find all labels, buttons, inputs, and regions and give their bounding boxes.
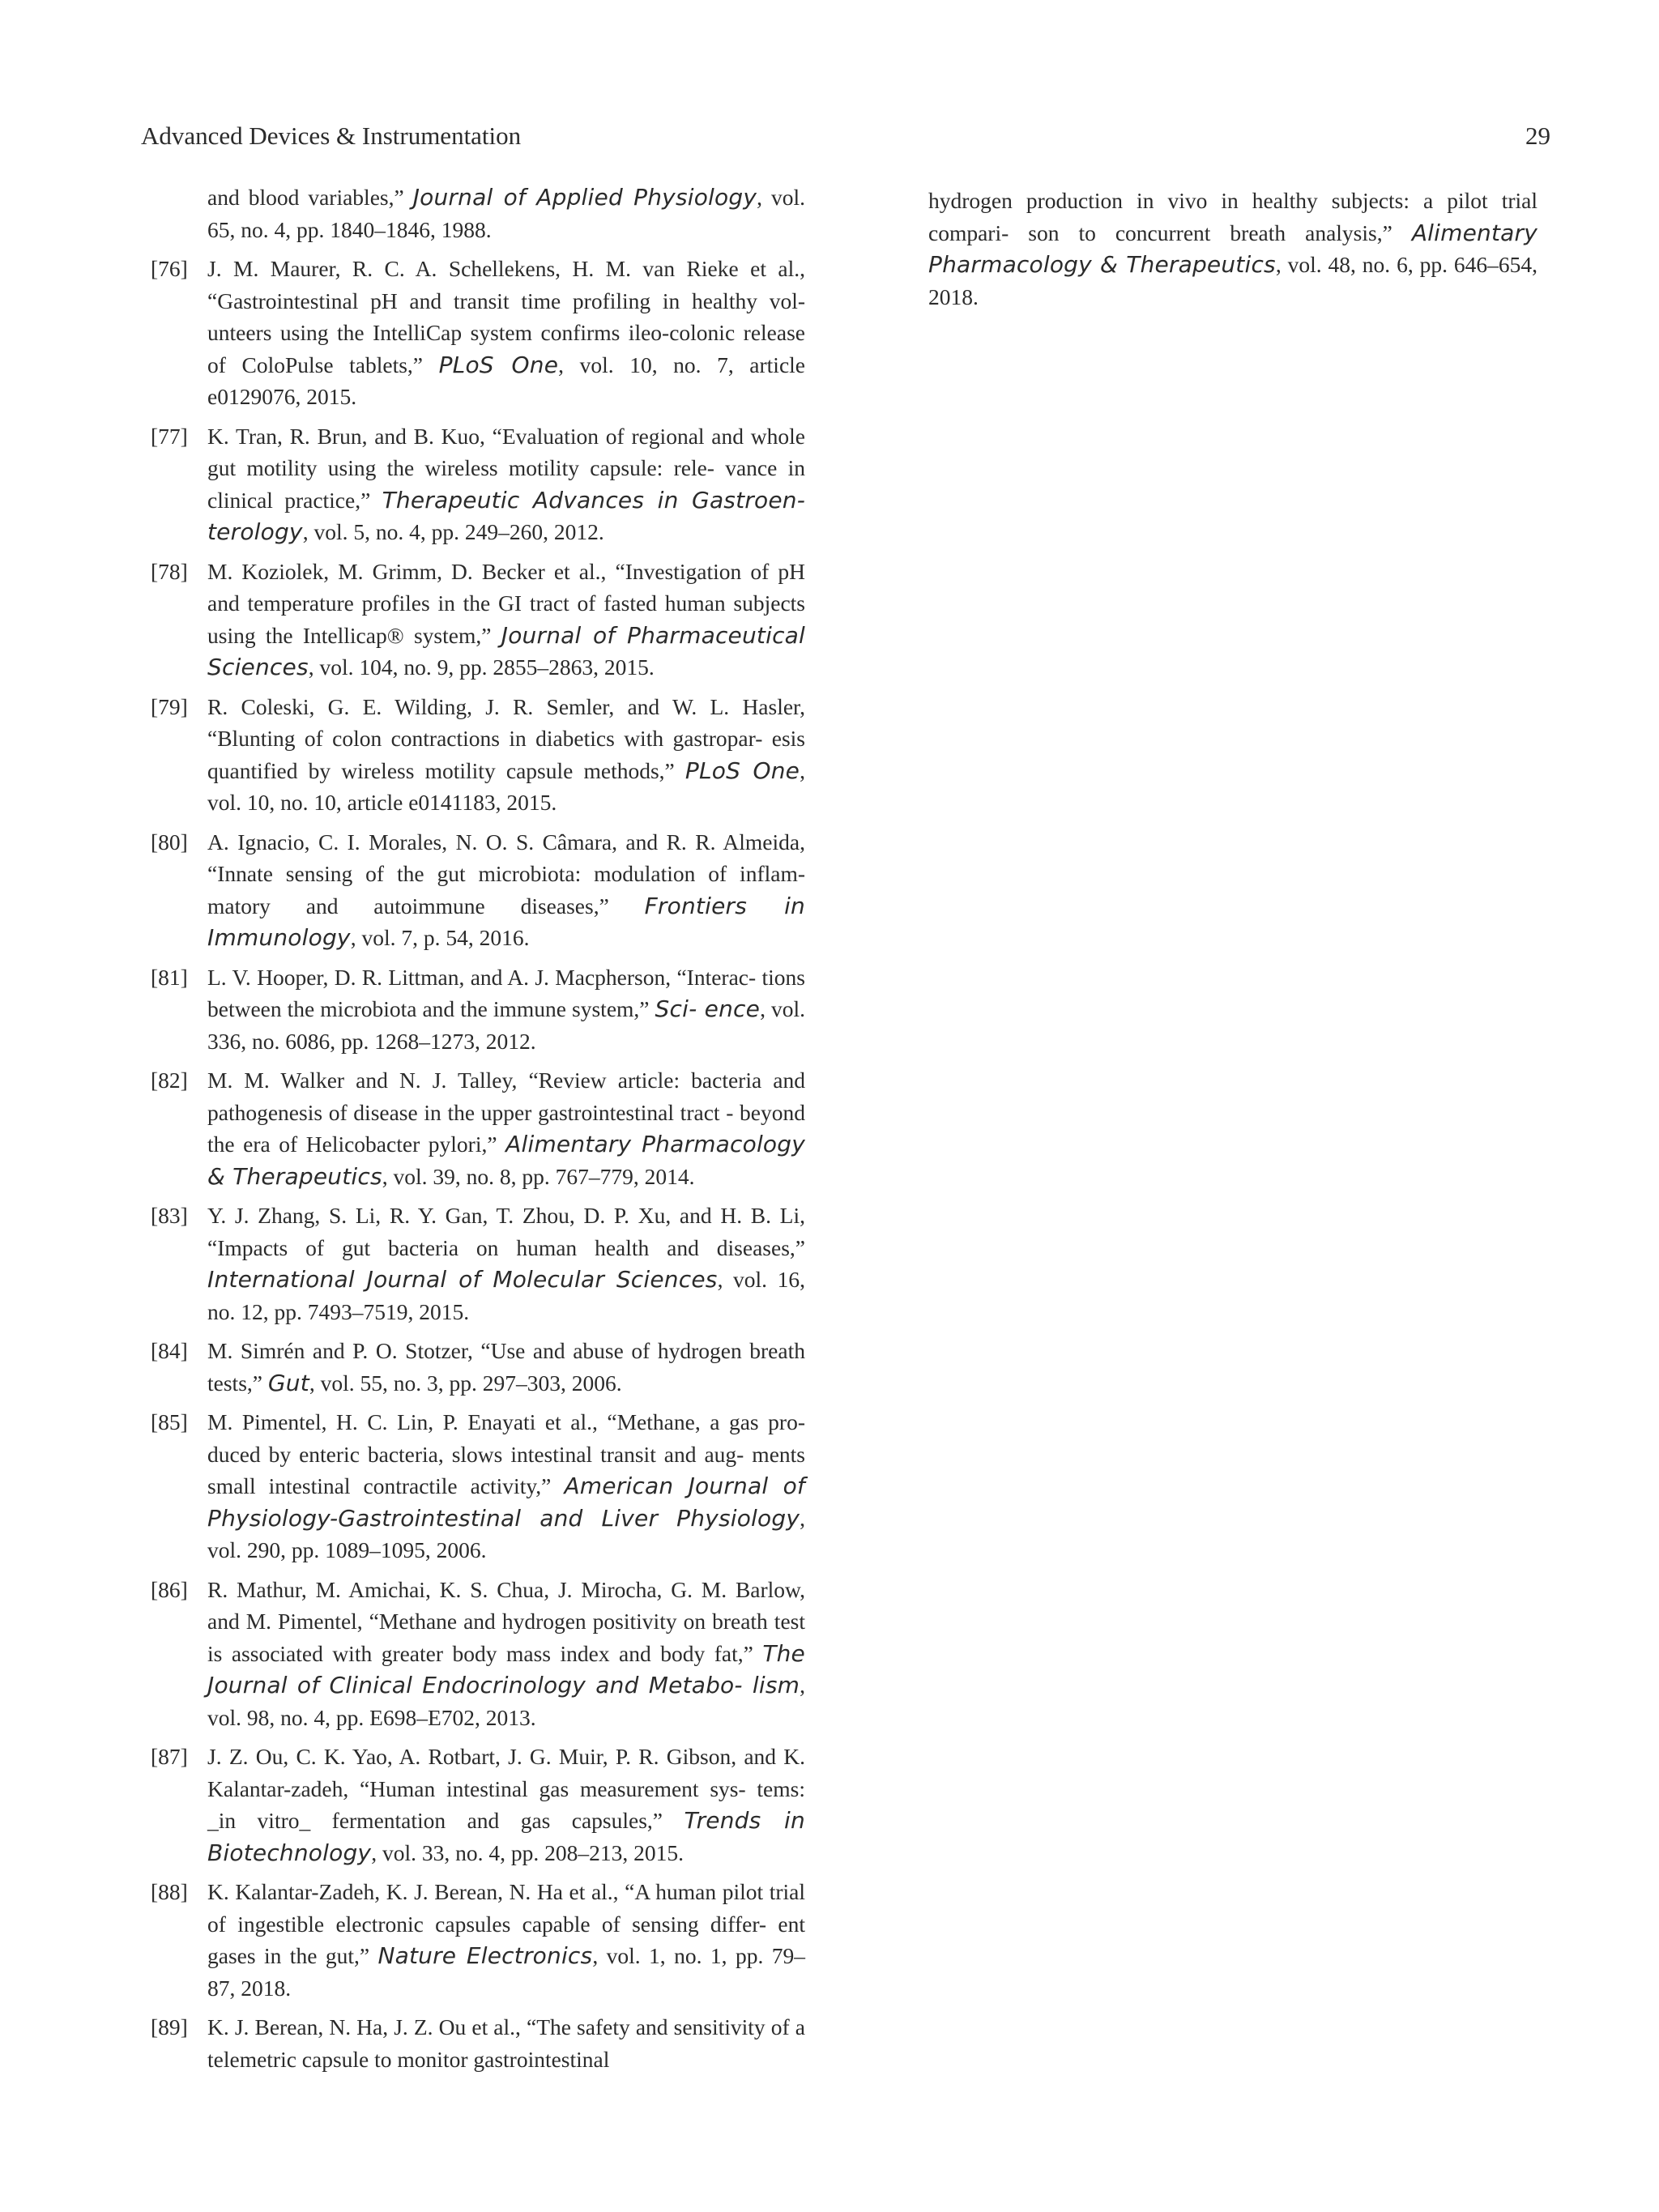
ref-details: , vol. 336, no. 6086, pp. 1268–1273, 2012. [207,996,805,1054]
reference-77 [151,420,805,548]
reference-86 [151,1574,805,1734]
ref-text: K. Tran, R. Brun, and B. Kuo, “Evaluation of regional and whole gut motility using the wireless motility capsule: rele- vance in clinical practice,” [207,423,805,513]
reference-81 [151,961,805,1058]
ref-journal: Trends in Biotechnology [207,1807,805,1866]
ref-details: , vol. 16, no. 12, pp. 7493–7519, 2015. [207,1267,806,1324]
ref-journal: PLoS One [684,757,800,784]
ref-text: A. Ignacio, C. I. Morales, N. O. S. Câmara, and R. R. Almeida, “Innate sensing of the gut microbiota: modulation of inflam- matory and autoimmune diseases,” [207,829,805,918]
reference-80 [151,826,805,954]
ref-number: [76] [151,256,188,281]
ref-number: [79] [151,693,188,719]
ref-journal: American Journal of Physiology-Gastrointestinal and Liver Physiology [207,1473,805,1532]
ref-journal: PLoS One [438,351,559,378]
ref-number: [85] [151,1409,188,1434]
ref-journal: The Journal of Clinical Endocrinology and Metabo- lism [207,1639,805,1698]
ref-number: [86] [151,1576,188,1602]
ref-details: , vol. 10, no. 7, article e0129076, 2015. [207,352,805,409]
journal-title: Advanced Devices & Instrumentation [141,121,522,150]
right-column [928,185,1537,320]
ref-details: , vol. 1, no. 1, pp. 79– 87, 2018. [207,1943,805,2001]
reference-88 [151,1876,805,2004]
reference-76 [151,253,805,413]
ref-journal: International Journal of Molecular Sciences [207,1266,718,1293]
running-head [141,118,1550,154]
ref-details: , vol. 10, no. 10, article e0141183, 2015. [207,757,805,815]
ref-journal: Journal of Pharmaceutical Sciences [207,621,806,680]
ref-number: [88] [151,1879,188,1904]
ref-details: , vol. 5, no. 4, pp. 249–260, 2012. [302,519,604,544]
ref-text: Y. J. Zhang, S. Li, R. Y. Gan, T. Zhou, D. P. Xu, and H. B. Li, “Impacts of gut bacteria on human health and diseases,” [207,1203,805,1260]
ref-journal: Journal of Applied Physiology [412,184,757,211]
ref-details: , vol. 33, no. 4, pp. 208–213, 2015. [371,1839,684,1865]
reference-79 [151,691,805,819]
ref-details: , vol. 7, p. 54, 2016. [350,925,530,950]
ref-text: M. Simrén and P. O. Stotzer, “Use and abuse of hydrogen breath tests,” [207,1338,805,1396]
page-number: 29 [1525,121,1550,150]
reference-continuation-left [151,181,805,245]
ref-journal: Gut [267,1369,309,1396]
ref-details: , vol. 98, no. 4, pp. E698–E702, 2013. [207,1673,805,1730]
ref-details: , vol. 104, no. 9, pp. 2855–2863, 2015. [308,654,655,680]
ref-details: , vol. 55, no. 3, pp. 297–303, 2006. [309,1370,622,1396]
reference-83 [151,1200,805,1328]
reference-continuation-right [928,185,1537,313]
ref-journal: Sci- ence [655,995,761,1022]
ref-details: , vol. 48, no. 6, pp. 646–654, 2018. [928,252,1538,309]
ref-text: L. V. Hooper, D. R. Littman, and A. J. Macpherson, “Interac- tions between the microbiota and the immune system,” [207,964,805,1021]
ref-text: hydrogen production in vivo in healthy subjects: a pilot trial compari- son to concurrent breath analysis,” [928,188,1537,245]
left-column [151,181,805,2082]
ref-number: [83] [151,1203,188,1228]
ref-number: [78] [151,558,188,584]
reference-84 [151,1335,805,1399]
ref-details: , vol. 39, no. 8, pp. 767–779, 2014. [382,1163,695,1189]
ref-text: R. Coleski, G. E. Wilding, J. R. Semler, and W. L. Hasler, “Blunting of colon contractions in diabetics with gastropar- esis quantified by wireless motility capsule methods,” [207,693,805,783]
ref-journal: Alimentary Pharmacology & Therapeutics [207,1131,806,1190]
ref-text: and blood variables,” [207,185,413,210]
ref-text: M. Pimentel, H. C. Lin, P. Enayati et al., “Methane, a gas pro- duced by enteric bacteria, slows intestinal transit and aug- ments small intestinal contractile activity,” [207,1409,805,1498]
ref-number: [87] [151,1744,188,1769]
ref-number: [81] [151,964,188,990]
ref-number: [82] [151,1068,188,1093]
ref-number: [77] [151,423,188,449]
reference-78 [151,556,805,684]
ref-number: [84] [151,1338,188,1363]
ref-journal: Therapeutic Advances in Gastroen- terology [207,486,805,545]
ref-details: , vol. 65, no. 4, pp. 1840–1846, 1988. [207,185,805,242]
ref-journal: Alimentary Pharmacology & Therapeutics [928,219,1537,278]
reference-82 [151,1064,805,1192]
ref-number: [80] [151,829,188,855]
ref-text: J. M. Maurer, R. C. A. Schellekens, H. M. van Rieke et al., “Gastrointestinal pH and transit time profiling in healthy vol- unteers using the IntelliCap system confirms ileo-colonic release of ColoPulse tablets,” [207,256,805,377]
ref-text: R. Mathur, M. Amichai, K. S. Chua, J. Mirocha, G. M. Barlow, and M. Pimentel, “Methane and hydrogen positivity on breath test is associated with greater body mass index and body fat,” [207,1576,805,1666]
reference-89 [151,2011,805,2075]
ref-number: [89] [151,2014,188,2039]
ref-text: M. M. Walker and N. J. Talley, “Review article: bacteria and pathogenesis of disease in the upper gastrointestinal tract - beyond the era of Helicobacter pylori,” [207,1068,805,1157]
ref-text: K. Kalantar-Zadeh, K. J. Berean, N. Ha et al., “A human pilot trial of ingestible electronic capsules capable of sensing differ- ent gases in the gut,” [207,1879,805,1968]
ref-text: K. J. Berean, N. Ha, J. Z. Ou et al., “The safety and sensitivity of a telemetric capsule to monitor gastrointestinal [207,2014,805,2072]
ref-text: M. Koziolek, M. Grimm, D. Becker et al., “Investigation of pH and temperature profiles in the GI tract of fasted human subjects using the Intellicap® system,” [207,558,805,648]
ref-text: J. Z. Ou, C. K. Yao, A. Rotbart, J. G. Muir, P. R. Gibson, and K. Kalantar-zadeh, “Human intestinal gas measurement sys- tems: _in vitro_ fermentation and gas capsules,” [207,1744,805,1833]
ref-details: , vol. 290, pp. 1089–1095, 2006. [207,1505,805,1562]
reference-85 [151,1406,805,1566]
ref-journal: Nature Electronics [377,1942,593,1969]
reference-87 [151,1741,805,1869]
ref-journal: Frontiers in Immunology [207,892,805,951]
